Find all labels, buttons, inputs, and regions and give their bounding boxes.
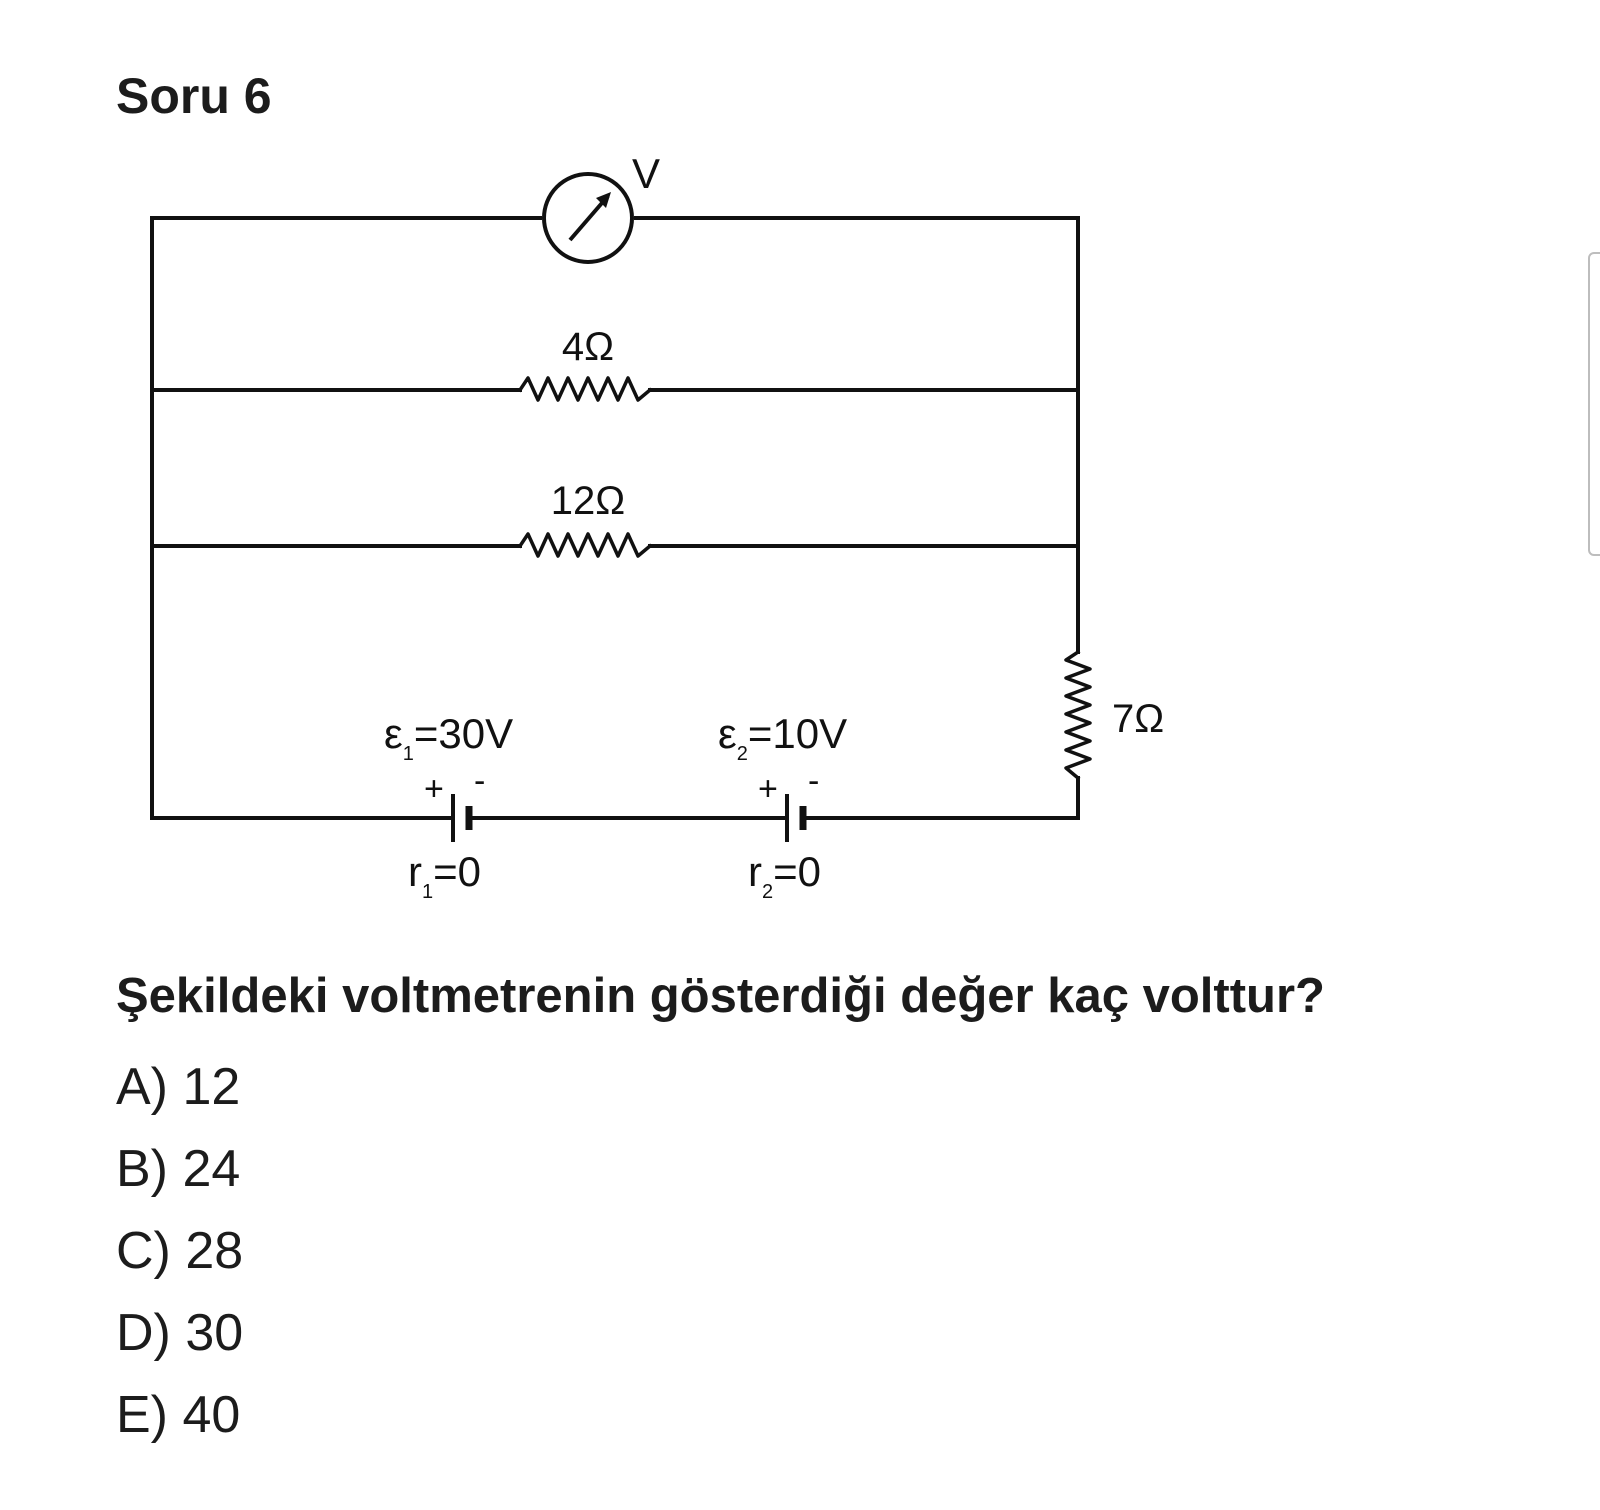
- battery-2-emf-symbol: ε: [718, 710, 737, 757]
- battery-1-internal-subscript: 1: [422, 881, 434, 903]
- question-text: Şekildeki voltmetrenin gösterdiği değer kaç volttur?: [116, 969, 1325, 1023]
- question-number: Soru 6: [116, 68, 272, 124]
- resistor-4-ohm: [520, 378, 650, 400]
- battery-2-plus: +: [758, 770, 778, 808]
- option-b[interactable]: B) 24: [116, 1140, 241, 1198]
- battery-1-emf-symbol: ε: [384, 710, 403, 757]
- battery-2-internal-symbol: r: [748, 848, 762, 895]
- resistor-12-ohm-label: 12Ω: [550, 479, 626, 523]
- battery-2-internal-subscript: 2: [762, 881, 774, 903]
- battery-1-emf-label: [384, 710, 513, 765]
- option-a[interactable]: A) 12: [116, 1058, 241, 1116]
- battery-1-emf-subscript: 1: [402, 743, 414, 765]
- resistor-7-ohm-label: 7Ω: [1112, 697, 1165, 741]
- option-d[interactable]: D) 30: [116, 1304, 244, 1362]
- battery-1: [453, 794, 469, 842]
- battery-1-plus: +: [424, 770, 444, 808]
- battery-2-emf-label: [718, 710, 847, 765]
- battery-2-internal-label: [748, 848, 821, 903]
- option-e[interactable]: E) 40: [116, 1386, 241, 1444]
- battery-2-emf-value: =10V: [747, 710, 848, 757]
- voltmeter-label: V: [632, 150, 661, 197]
- battery-1-internal-symbol: r: [408, 848, 422, 895]
- battery-2-emf-subscript: 2: [736, 743, 748, 765]
- battery-2-minus: -: [808, 762, 820, 800]
- battery-2: [787, 794, 803, 842]
- side-panel-handle[interactable]: [1588, 252, 1600, 556]
- resistor-12-ohm: [520, 534, 650, 556]
- battery-2-internal-value: =0: [773, 848, 822, 895]
- answer-options: [116, 1046, 243, 1456]
- battery-1-internal-value: =0: [433, 848, 482, 895]
- battery-1-internal-label: [408, 848, 481, 903]
- battery-1-minus: -: [474, 762, 486, 800]
- resistor-7-ohm: [1066, 652, 1090, 778]
- resistor-4-ohm-label: 4Ω: [561, 325, 615, 369]
- option-c[interactable]: C) 28: [116, 1222, 244, 1280]
- battery-1-emf-value: =30V: [413, 710, 514, 757]
- voltmeter: [544, 174, 632, 262]
